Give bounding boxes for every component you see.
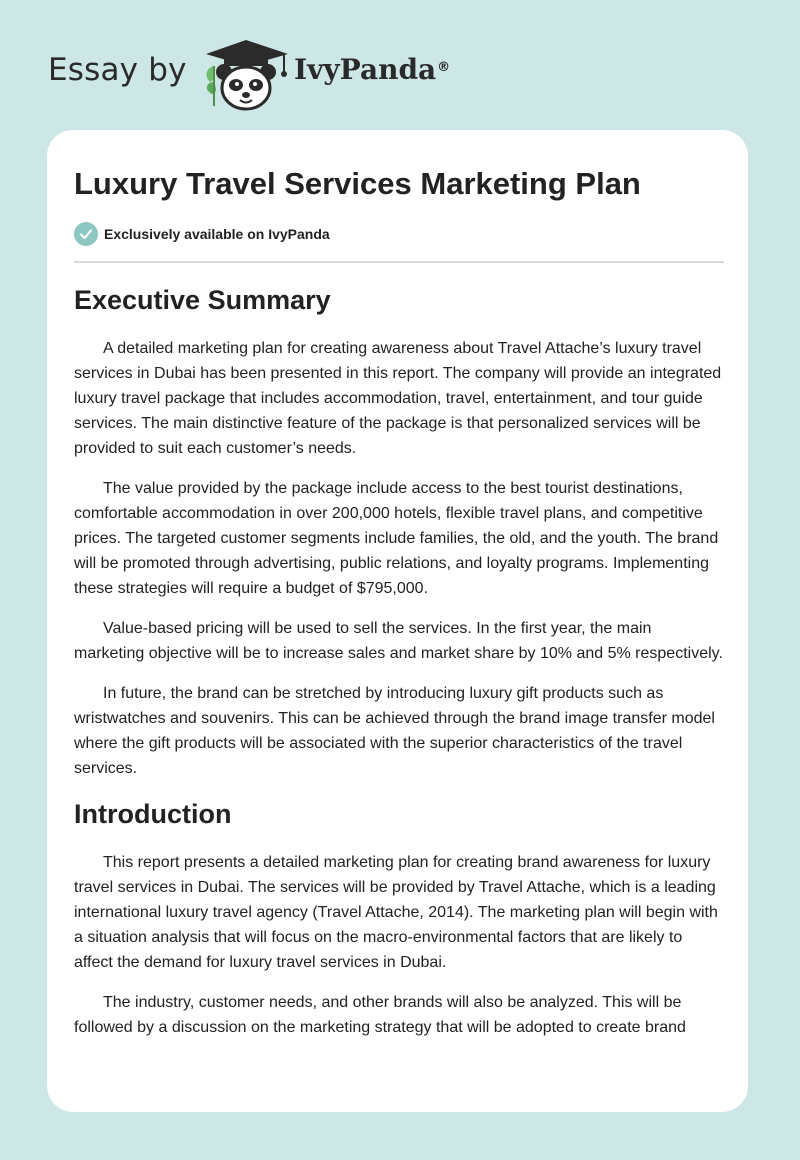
site-header	[0, 0, 800, 130]
essay-by-label: Essay by	[48, 52, 187, 88]
panda-graduate-icon[interactable]	[200, 36, 292, 112]
article-content	[74, 282, 724, 1055]
brand-name[interactable]	[294, 52, 450, 88]
exclusive-badge	[74, 222, 330, 246]
check-icon	[74, 222, 98, 246]
exclusive-badge-label: Exclusively available on IvyPanda	[104, 226, 330, 242]
section-heading-executive-summary: Executive Summary	[74, 285, 331, 315]
section-heading-introduction: Introduction	[74, 799, 232, 829]
registered-mark: ®	[437, 60, 451, 75]
paragraph: The value provided by the package include access to the best tourist destinations, comfortable accommodation in over 200,000 hotels, flexible travel plans, and competitive prices. The targeted customer segments include families, the old, and the youth. The brand will be promoted through advertising, public relations, and loyalty programs. Implementing these strategies will require a budget of $795,000.	[74, 480, 719, 597]
paragraph: A detailed marketing plan for creating awareness about Travel Attache’s luxury travel services in Dubai has been presented in this report. The company will provide an integrated luxury travel package that includes accommodation, travel, entertainment, and tour guide services. The main distinctive feature of the package is that personalized services will be provided to suit each customer’s needs.	[74, 340, 722, 457]
paragraph: The industry, customer needs, and other brands will also be analyzed. This will be followed by a discussion on the marketing strategy that will be adopted to create brand	[74, 994, 686, 1036]
paragraph: Value-based pricing will be used to sell the services. In the first year, the main marketing objective will be to increase sales and market share by 10% and 5% respectively.	[74, 620, 723, 662]
divider	[74, 261, 724, 263]
brand-name-text: IvyPanda	[294, 53, 437, 86]
document-card	[47, 130, 748, 1112]
paragraph: This report presents a detailed marketing plan for creating brand awareness for luxury travel services in Dubai. The services will be provided by Travel Attache, which is a leading international luxury travel agency (Travel Attache, 2014). The marketing plan will begin with a situation analysis that will focus on the macro-environmental factors that are likely to affect the demand for luxury travel services in Dubai.	[74, 854, 718, 971]
paragraph: In future, the brand can be stretched by introducing luxury gift products such as wristwatches and souvenirs. This can be achieved through the brand image transfer model where the gift products will be associated with the superior characteristics of the travel services.	[74, 685, 715, 777]
page-title: Luxury Travel Services Marketing Plan	[74, 166, 641, 201]
